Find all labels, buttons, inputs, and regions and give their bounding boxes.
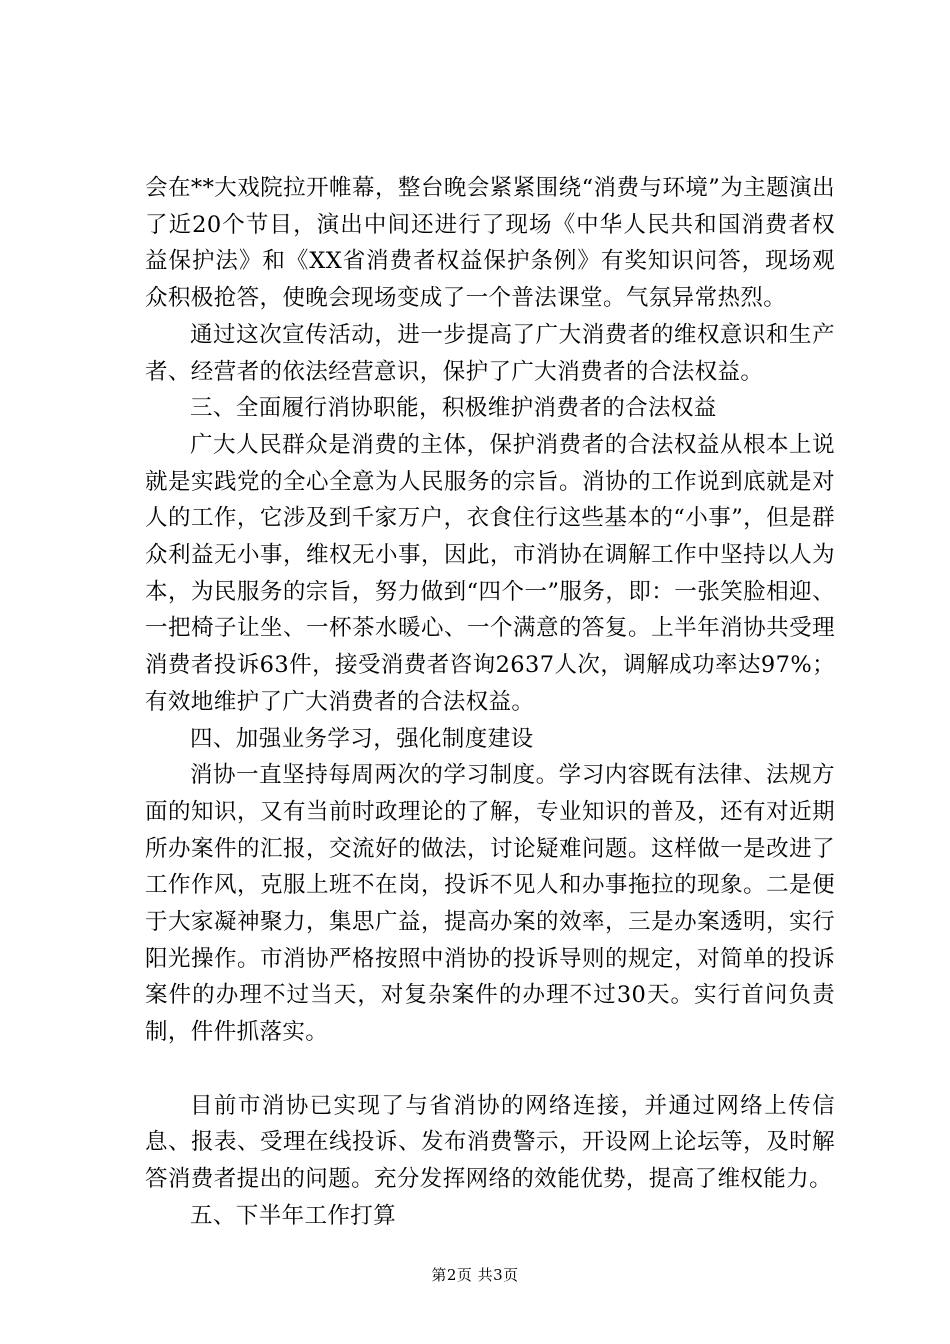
- page-number-footer: 第2页 共3页: [431, 1266, 519, 1284]
- paragraph-summary: 通过这次宣传活动，进一步提高了广大消费者的维权意识和生产者、经营者的依法经营意识，保护了广大消费者的合法权益。: [145, 321, 835, 385]
- section-heading-3: 三、全面履行消协职能，积极维护消费者的合法权益: [190, 395, 717, 422]
- paragraph-consumer-rights: 广大人民群众是消费的主体，保护消费者的合法权益从根本上说就是实践党的全心全意为人民服务的宗旨。消协的工作说到底就是对人的工作，它涉及到千家万户，衣食住行这些基本的“小事”，但是群众利益无小事，维权无小事，因此，市消协在调解工作中坚持以人为本，为民服务的宗旨，努力做到“四个一”服务，即：一张笑脸相迎、一把椅子让坐、一杯茶水暖心、一个满意的答复。上半年消协共受理消费者投诉63件，接受消费者咨询2637人次，调解成功率达97%；有效地维护了广大消费者的合法权益。: [145, 431, 835, 715]
- paragraph-network: 目前市消协已实现了与省消协的网络连接，并通过网络上传信息、报表、受理在线投诉、发布消费警示，开设网上论坛等，及时解答消费者提出的问题。充分发挥网络的效能优势，提高了维权能力。: [145, 1092, 835, 1192]
- section-heading-5: 五、下半年工作打算: [190, 1202, 397, 1229]
- paragraph-continuation: 会在**大戏院拉开帷幕，整台晚会紧紧围绕“消费与环境”为主题演出了近20个节目，演出中间还进行了现场《中华人民共和国消费者权益保护法》和《XX省消费者权益保护条例》有奖知识问答，现场观众积极抢答，使晚会现场变成了一个普法课堂。气氛异常热烈。: [145, 175, 835, 312]
- section-heading-4: 四、加强业务学习，强化制度建设: [190, 725, 534, 752]
- paragraph-study-system: 消协一直坚持每周两次的学习制度。学习内容既有法律、法规方面的知识，又有当前时政理论的了解，专业知识的普及，还有对近期所办案件的汇报，交流好的做法，讨论疑难问题。这样做一是改进了工作作风，克服上班不在岗，投诉不见人和办事拖拉的现象。二是便于大家凝神聚力，集思广益，提高办案的效率，三是办案透明，实行阳光操作。市消协严格按照中消协的投诉导则的规定，对简单的投诉案件的办理不过当天，对复杂案件的办理不过30天。实行首问负责制，件件抓落实。: [145, 762, 835, 1046]
- document-body: [145, 170, 835, 1234]
